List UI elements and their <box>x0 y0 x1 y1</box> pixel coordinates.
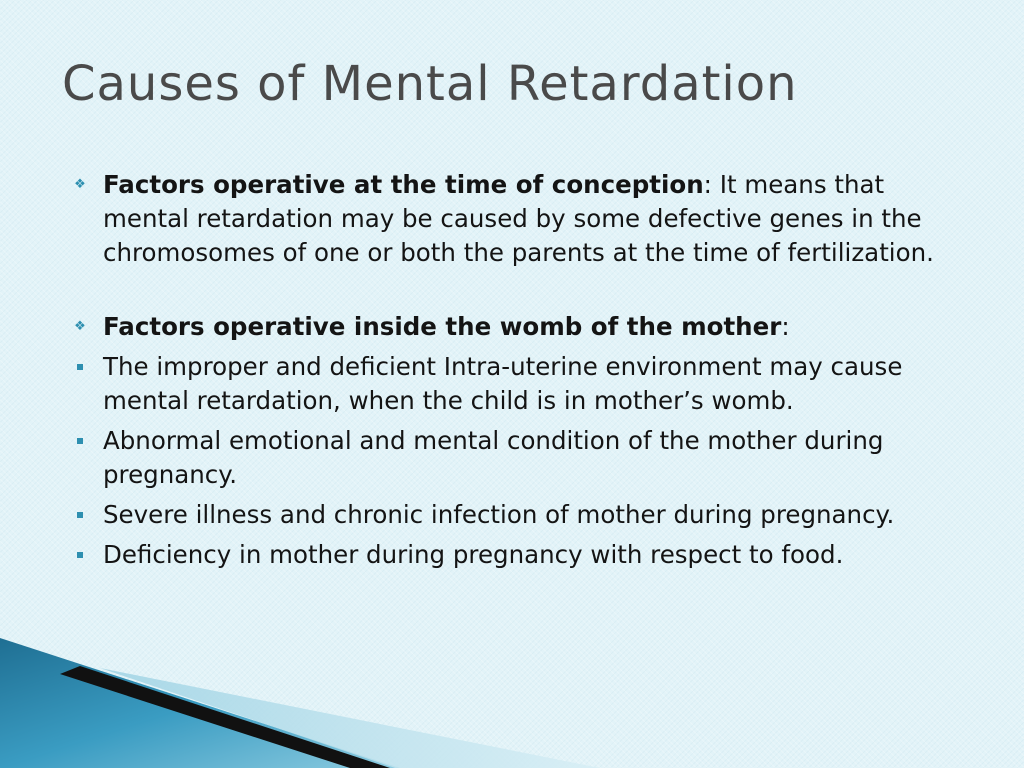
diamond-bullet-icon: ❖ <box>74 177 86 192</box>
decorative-corner-swoosh <box>0 628 1024 768</box>
sub-bullet-text: The improper and deficient Intra-uterine environment may cause mental retardation, when the child is in mother’s womb. <box>103 352 903 415</box>
sub-bullet-item <box>0 498 963 532</box>
sub-bullet-item <box>0 424 963 492</box>
conception-text: It means that mental retardation may be caused by some defective genes in the chromosomes of one or both the parents at the time of fertilization. <box>103 170 934 267</box>
slide-title: Causes of Mental Retardation <box>62 56 798 112</box>
conception-heading: Factors operative at the time of conception <box>103 170 704 199</box>
square-bullet-icon <box>70 424 90 458</box>
bullet-item-conception <box>0 168 963 270</box>
sub-bullet-item <box>0 350 963 418</box>
square-bullet-icon <box>70 538 90 572</box>
bullet-item-womb <box>0 310 963 344</box>
sub-bullet-text: Abnormal emotional and mental condition of the mother during pregnancy. <box>103 426 884 489</box>
womb-heading: Factors operative inside the womb of the mother <box>103 312 782 341</box>
sub-bullet-text: Severe illness and chronic infection of mother during pregnancy. <box>103 500 895 529</box>
womb-separator: : <box>781 312 790 341</box>
sub-bullet-item <box>0 538 963 572</box>
slide-content <box>0 168 1024 572</box>
conception-separator: : <box>703 170 712 199</box>
square-bullet-icon <box>70 350 90 384</box>
sub-bullet-text: Deficiency in mother during pregnancy with respect to food. <box>103 540 844 569</box>
square-bullet-icon <box>70 498 90 532</box>
diamond-bullet-icon: ❖ <box>74 319 86 334</box>
